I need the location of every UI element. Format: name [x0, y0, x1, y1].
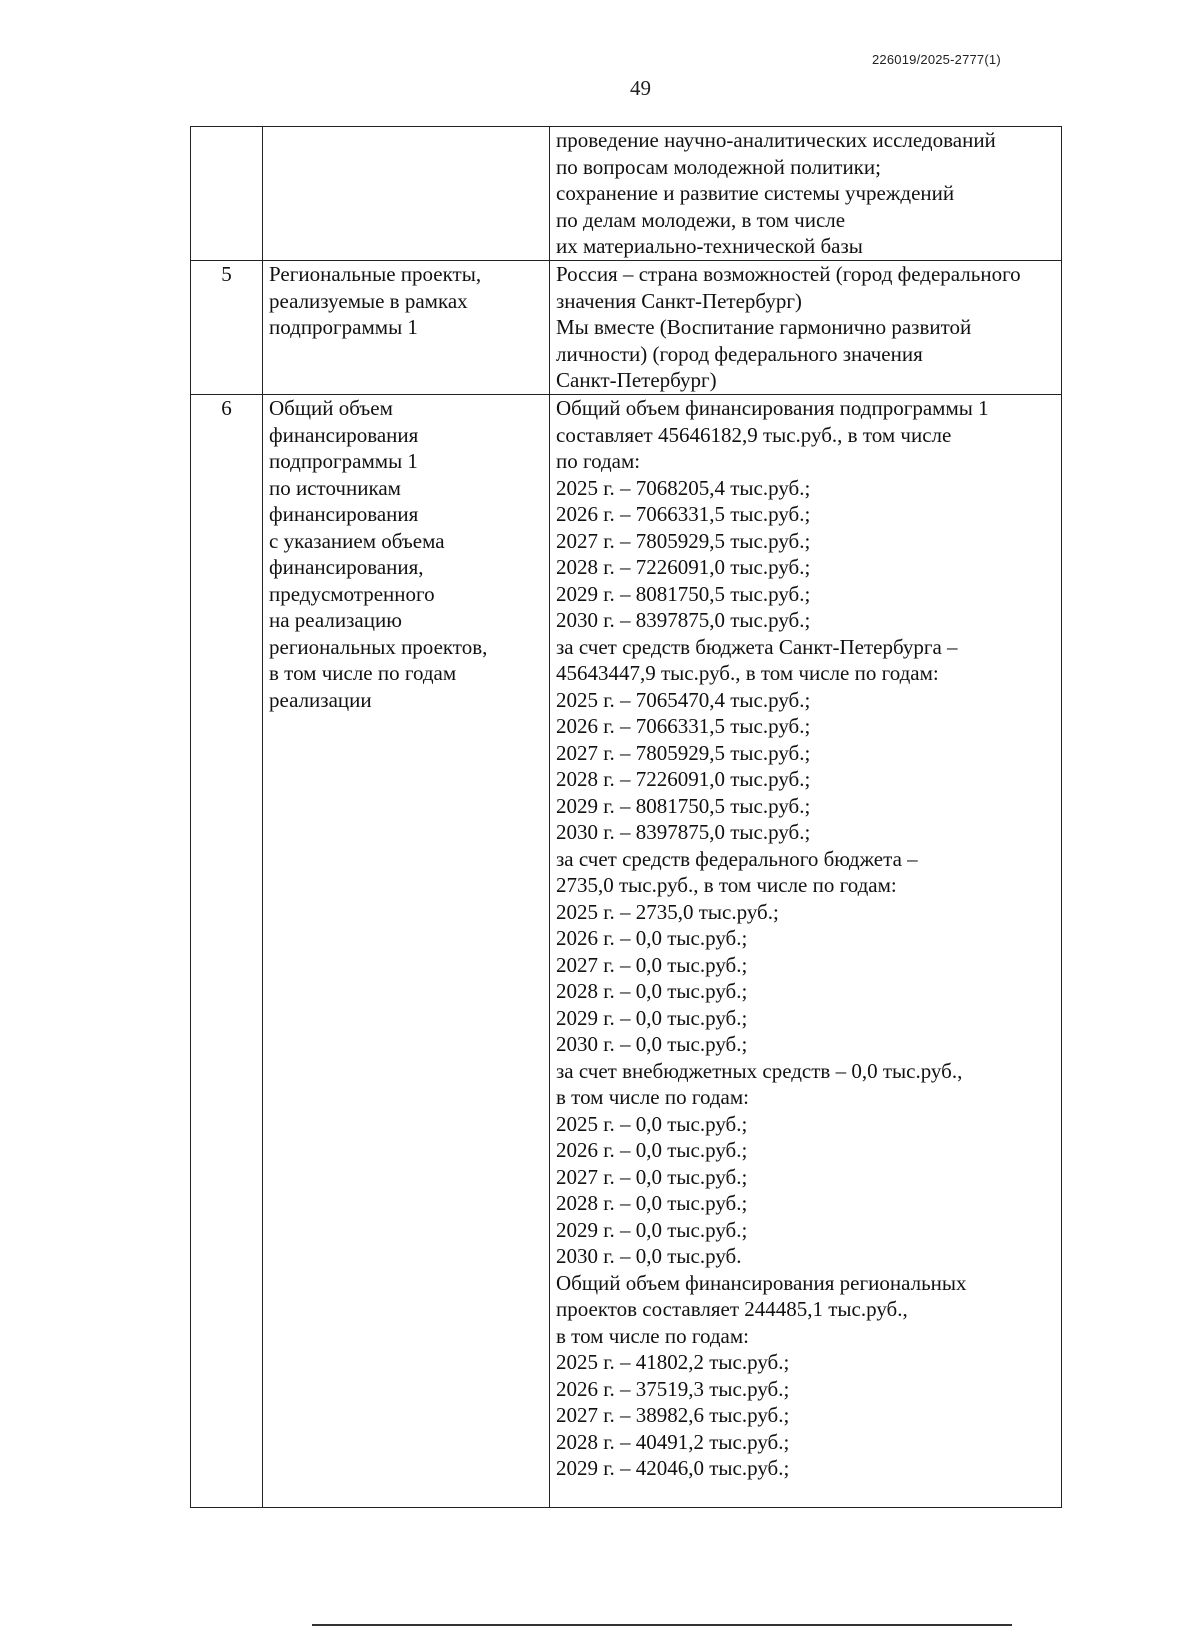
cell-text-line: 2025 г. – 7068205,4 тыс.руб.; [556, 475, 811, 500]
cell-text-line: за счет средств федерального бюджета – [556, 846, 918, 871]
cell-text-line: 2735,0 тыс.руб., в том числе по годам: [556, 873, 897, 897]
page-edge-line [312, 1624, 1012, 1626]
cell-text-line: за счет средств бюджета Санкт-Петербурга – [556, 634, 958, 659]
cell-text-line: по источникам [269, 475, 401, 500]
cell-text-line: по годам: [556, 449, 641, 473]
cell-text-line: финансирования, [269, 555, 424, 579]
page-number: 49 [630, 76, 651, 100]
row-number-cell: 6 [191, 395, 263, 1508]
cell-text-line: 2029 г. – 0,0 тыс.руб.; [556, 1217, 748, 1242]
cell-text-line: 2028 г. – 0,0 тыс.руб.; [556, 979, 748, 1003]
cell-text-line: 2026 г. – 0,0 тыс.руб.; [556, 1138, 748, 1162]
row-title-cell [263, 127, 550, 261]
cell-text-line: Общий объем финансирования подпрограммы 1 [556, 396, 989, 420]
cell-text-line: 2030 г. – 0,0 тыс.руб. [556, 1244, 742, 1268]
cell-text-line: 2029 г. – 8081750,5 тыс.руб.; [556, 581, 811, 606]
row-title-cell [263, 395, 550, 1508]
table-row [191, 395, 1062, 1508]
cell-text-line: Санкт-Петербург) [556, 368, 717, 392]
cell-text-line: подпрограммы 1 [269, 315, 418, 339]
cell-text-line: 45643447,9 тыс.руб., в том числе по годам: [556, 661, 939, 685]
cell-text-line: Мы вместе (Воспитание гармонично развитой [556, 315, 972, 339]
cell-text-line: 2027 г. – 7805929,5 тыс.руб.; [556, 740, 811, 765]
cell-text-line: с указанием объема [269, 528, 445, 553]
cell-text-line: Региональные проекты, [269, 262, 482, 286]
cell-text-line: 2029 г. – 0,0 тыс.руб.; [556, 1005, 748, 1030]
cell-text-line: на реализацию [269, 608, 402, 632]
cell-text-line: финансирования [269, 422, 419, 447]
cell-text-line: 2027 г. – 38982,6 тыс.руб.; [556, 1403, 790, 1427]
cell-text-line: составляет 45646182,9 тыс.руб., в том числе [556, 422, 952, 447]
cell-text-line: личности) (город федерального значения [556, 341, 923, 366]
cell-text-line: 2025 г. – 41802,2 тыс.руб.; [556, 1350, 790, 1374]
cell-text-line: 2029 г. – 8081750,5 тыс.руб.; [556, 793, 811, 818]
cell-text-line: предусмотренного [269, 581, 435, 606]
cell-text-line: в том числе по годам: [556, 1085, 749, 1109]
cell-text-line: 2026 г. – 0,0 тыс.руб.; [556, 926, 748, 950]
cell-text-line: 2025 г. – 2735,0 тыс.руб.; [556, 899, 779, 924]
cell-text-line: 2028 г. – 7226091,0 тыс.руб.; [556, 767, 811, 791]
table-row [191, 127, 1062, 261]
cell-text-line: их материально-технической базы [556, 234, 863, 258]
cell-text-line: реализации [269, 687, 372, 712]
cell-text-line: проектов составляет 244485,1 тыс.руб., [556, 1297, 908, 1321]
document-reference: 226019/2025-2777(1) [872, 52, 1001, 67]
cell-text-line: по вопросам молодежной политики; [556, 154, 881, 179]
cell-text-line: за счет внебюджетных средств – 0,0 тыс.руб., [556, 1058, 963, 1083]
cell-text-line: проведение научно-аналитических исследований [556, 128, 996, 152]
cell-text-line: региональных проектов, [269, 634, 488, 659]
cell-text-line: по делам молодежи, в том числе [556, 207, 846, 232]
row-number-cell: 5 [191, 261, 263, 395]
cell-text-line: 2027 г. – 0,0 тыс.руб.; [556, 1164, 748, 1189]
cell-text-line: 2027 г. – 7805929,5 тыс.руб.; [556, 528, 811, 553]
cell-text-line: подпрограммы 1 [269, 449, 418, 473]
row-title-cell [263, 261, 550, 395]
cell-text-line: 2027 г. – 0,0 тыс.руб.; [556, 952, 748, 977]
cell-text-line: 2028 г. – 40491,2 тыс.руб.; [556, 1429, 790, 1454]
cell-text-line: 2030 г. – 8397875,0 тыс.руб.; [556, 820, 811, 844]
cell-text-line: сохранение и развитие системы учреждений [556, 181, 955, 205]
cell-text-line: Россия – страна возможностей (город федерального [556, 262, 1021, 286]
cell-text-line: 2025 г. – 7065470,4 тыс.руб.; [556, 687, 811, 712]
cell-text-line: Общий объем [269, 396, 393, 420]
row-content-cell [550, 261, 1062, 395]
row-number-cell [191, 127, 263, 261]
cell-text-line: в том числе по годам [269, 661, 457, 685]
cell-text-line: 2026 г. – 7066331,5 тыс.руб.; [556, 502, 811, 526]
cell-text-line: финансирования [269, 502, 419, 526]
row-content-cell [550, 127, 1062, 261]
row-content-cell [550, 395, 1062, 1508]
cell-text-line: 2026 г. – 7066331,5 тыс.руб.; [556, 714, 811, 738]
cell-text-line: реализуемые в рамках [269, 288, 468, 313]
cell-text-line: 2028 г. – 7226091,0 тыс.руб.; [556, 555, 811, 579]
program-table [190, 126, 1062, 1508]
cell-text-line: 2030 г. – 0,0 тыс.руб.; [556, 1032, 748, 1056]
cell-text-line: 2030 г. – 8397875,0 тыс.руб.; [556, 608, 811, 632]
cell-text-line: 2028 г. – 0,0 тыс.руб.; [556, 1191, 748, 1215]
table-row [191, 261, 1062, 395]
cell-text-line: Общий объем финансирования региональных [556, 1270, 967, 1295]
cell-text-line: 2026 г. – 37519,3 тыс.руб.; [556, 1376, 790, 1401]
cell-text-line: 2025 г. – 0,0 тыс.руб.; [556, 1111, 748, 1136]
cell-text-line: значения Санкт-Петербург) [556, 288, 802, 313]
cell-text-line: в том числе по годам: [556, 1323, 749, 1348]
cell-text-line: 2029 г. – 42046,0 тыс.руб.; [556, 1456, 790, 1480]
